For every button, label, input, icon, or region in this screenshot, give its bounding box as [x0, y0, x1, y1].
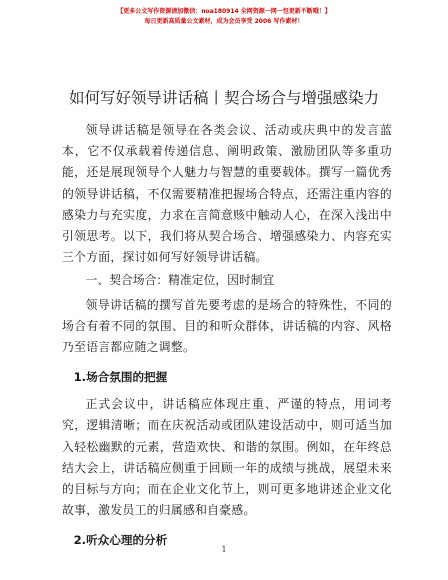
- subheading-2: 2.听众心理的分析: [73, 533, 168, 548]
- promo-banner-line2: 每日更新高质量公文素材，成为会员享受 2006 写作素材！: [144, 18, 304, 25]
- section-heading-1: 一、契合场合：精准定位，因时制宜: [85, 273, 275, 288]
- subheading-1: 1.场合氛围的把握: [73, 370, 168, 385]
- document-body: [62, 120, 392, 557]
- intro-paragraph: 领导讲话稿是领导在各类会议、活动或庆典中的发言蓝本，它不仅承载着传递信息、阐明政策、激励团队等多重功能，还是展现领导个人魅力与智慧的重要载体。撰写一篇优秀的领导讲话稿，不仅需要精准把握场合特点，还需注重内容的感染力与充实度，力求在言简意赅中触动人心，在深入浅出中引领思考。以下，我们将从契合场合、增强感染力、内容充实三个方面，探讨如何写好领导讲话稿。: [62, 123, 392, 265]
- promo-banner: [0, 7, 448, 27]
- document-title: 如何写好领导讲话稿丨契合场合与增强感染力: [68, 89, 379, 107]
- page-number: 1: [221, 545, 227, 554]
- sub1-paragraph: 正式会议中，讲话稿应体现庄重、严谨的特点，用词考究，逻辑清晰；而在庆祝活动或团队建设活动中，则可适当加入轻松幽默的元素，营造欢快、和谐的氛围。例如，在年终总结大会上，讲话稿应侧重于回顾一年的成绩与挑战，展望未来的目标与方向；而在企业文化节上，则可更多地讲述企业文化故事，激发员工的归属感和自豪感。: [62, 397, 392, 518]
- section1-paragraph: 领导讲话稿的撰写首先要考虑的是场合的特殊性，不同的场合有着不同的氛围、目的和听众群体，讲话稿的内容、风格乃至语言都应随之调整。: [62, 297, 392, 355]
- promo-banner-line1: 【更多公文写作资源请加微信：noa180914 全网资源一网一包更新不断哦！】: [117, 8, 331, 15]
